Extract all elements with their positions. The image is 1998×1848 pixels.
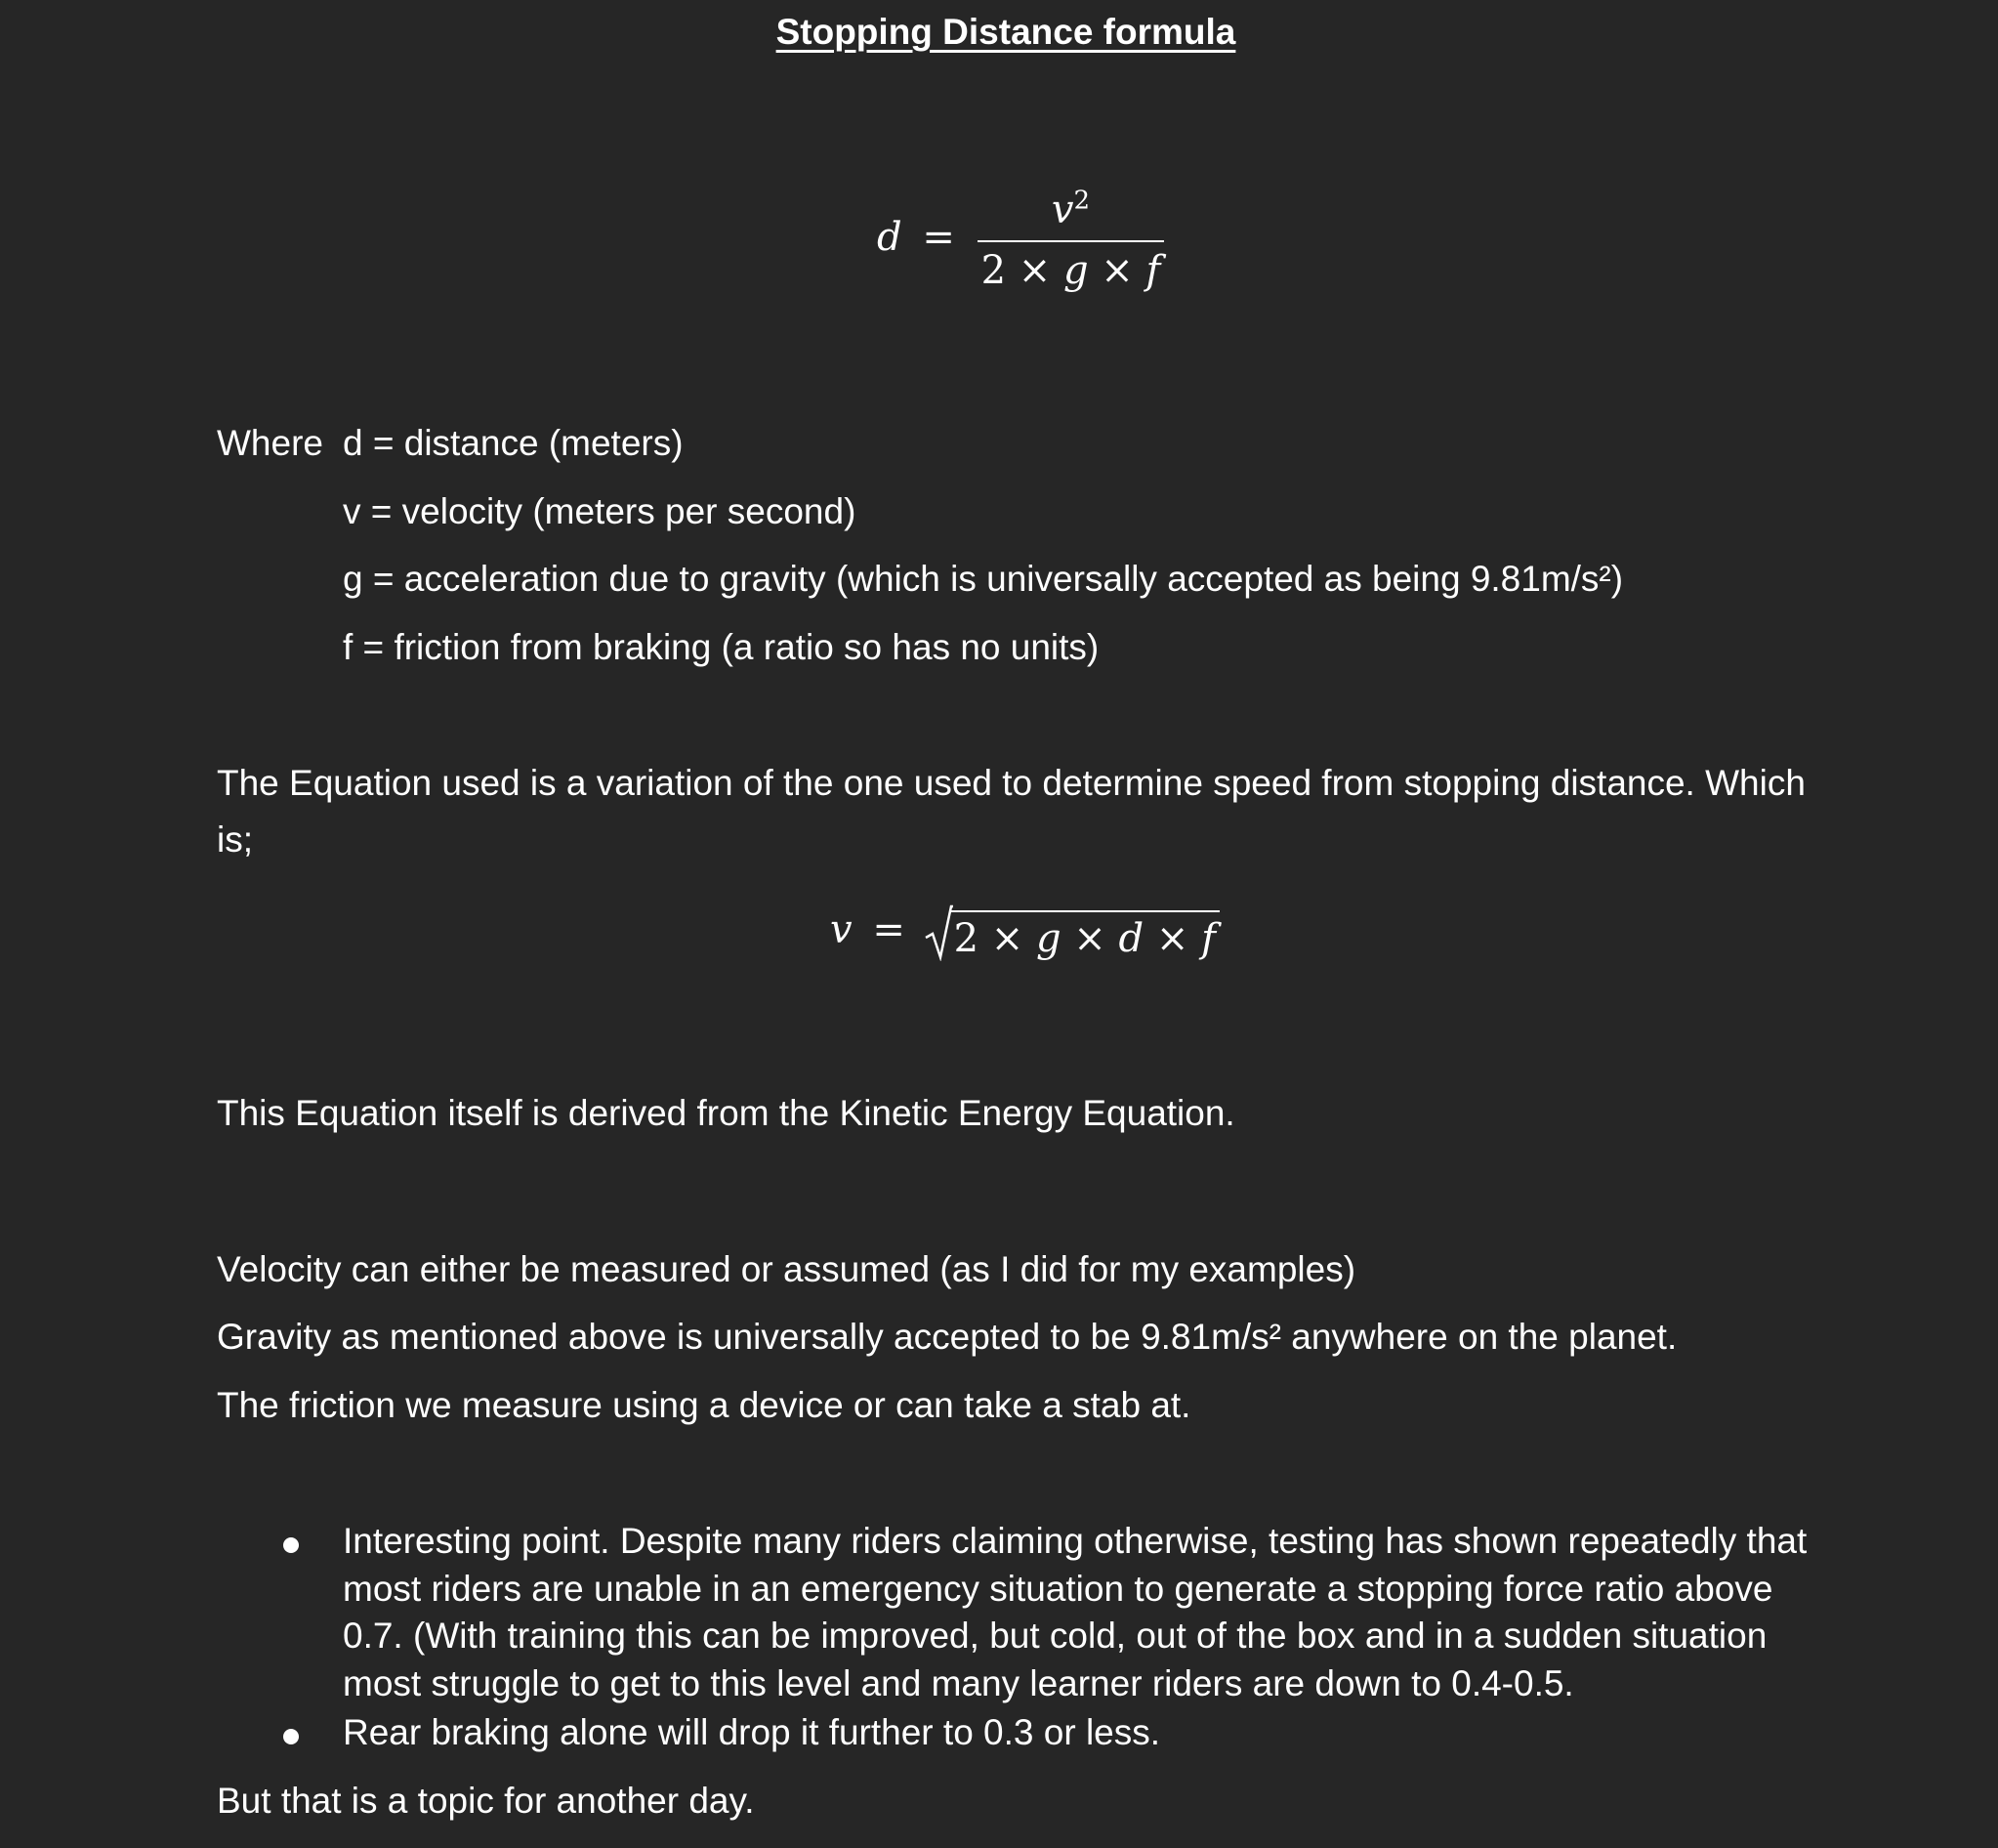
bullet-rear-braking: Rear braking alone will drop it further to 0.3 or less.: [343, 1712, 1161, 1752]
formula1-equals: =: [922, 215, 955, 260]
closing-line: But that is a topic for another day.: [217, 1781, 755, 1821]
formula1-numerator-var: v: [1051, 188, 1074, 232]
velocity-formula: [830, 904, 1220, 961]
paragraph-velocity: Velocity can either be measured or assumed (as I did for my examples): [217, 1249, 1356, 1289]
bullet-interesting-point: Interesting point. Despite many riders claiming otherwise, testing has shown repeatedly that most riders are unable in an emergency situation to generate a stopping force ratio above 0.7. (With training this can be improved, but cold, out of the box and in a sudden situation most struggle to get to this level and many learner riders are down to 0.4-0.5.: [343, 1521, 1808, 1703]
definition-v: v = velocity (meters per second): [343, 491, 856, 531]
formula1-den-op: ×: [1018, 248, 1052, 293]
radical-sign-icon: [924, 904, 953, 961]
formula1-denominator: [978, 242, 1165, 293]
bullet-dot-icon: [283, 1537, 299, 1553]
formula1-numerator-exp: 2: [1073, 186, 1091, 216]
definition-g: g = acceleration due to gravity (which is universally accepted as being 9.81m/s²): [343, 559, 1624, 599]
formula2-op: ×: [1155, 916, 1189, 961]
formula2-op: ×: [1073, 916, 1106, 961]
formula2-radicand: [950, 910, 1220, 961]
formula1-lhs: d: [877, 215, 902, 260]
formula2-lhs: v: [830, 907, 853, 952]
formula1-den-op: ×: [1101, 248, 1134, 293]
where-label: Where: [217, 423, 323, 463]
formula1-den-term: g: [1062, 248, 1089, 293]
paragraph-gravity: Gravity as mentioned above is universally accepted to be 9.81m/s² anywhere on the planet.: [217, 1317, 1678, 1357]
formula2-term: d: [1118, 916, 1145, 961]
paragraph-equation-variation-line2: is;: [217, 819, 253, 860]
paragraph-equation-variation-line1: The Equation used is a variation of the one used to determine speed from stopping distance. Which: [217, 763, 1806, 803]
formula2-equals: =: [872, 907, 905, 952]
formula1-den-term: 2: [980, 248, 1007, 293]
formula2-op: ×: [990, 916, 1024, 961]
formula2-term: g: [1035, 916, 1061, 961]
formula1-den-term: f: [1145, 248, 1161, 293]
bullet-dot-icon: [283, 1729, 299, 1744]
formula1-numerator: [978, 188, 1165, 242]
paragraph-friction: The friction we measure using a device or can take a stab at.: [217, 1385, 1191, 1425]
square-root: [924, 904, 1220, 961]
page-title: Stopping Distance formula: [775, 12, 1236, 52]
definition-f: f = friction from braking (a ratio so has no units): [343, 627, 1100, 667]
definition-d: d = distance (meters): [343, 423, 684, 463]
formula2-term: f: [1201, 916, 1216, 961]
formula2-term: 2: [953, 916, 979, 961]
paragraph-kinetic-energy: This Equation itself is derived from the Kinetic Energy Equation.: [217, 1093, 1235, 1133]
formula1-fraction: [978, 188, 1165, 293]
stopping-distance-formula: [877, 188, 1164, 293]
